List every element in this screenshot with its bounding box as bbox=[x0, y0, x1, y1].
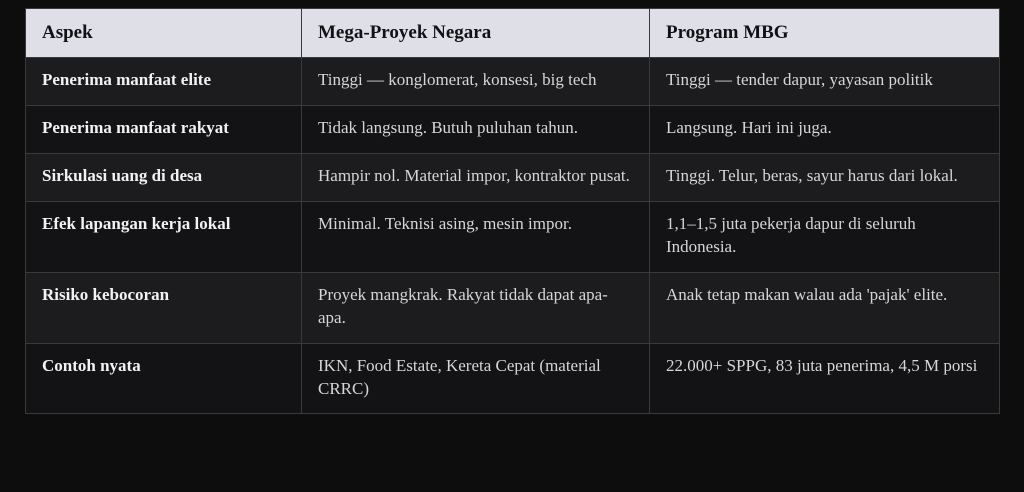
column-header-mega-proyek: Mega-Proyek Negara bbox=[302, 9, 650, 58]
table-row bbox=[26, 58, 1000, 106]
table-row bbox=[26, 105, 1000, 153]
table-body bbox=[26, 58, 1000, 414]
table-header-row bbox=[26, 9, 1000, 58]
row-mega-value: Hampir nol. Material impor, kontraktor pusat. bbox=[302, 153, 650, 201]
row-aspect-label: Risiko kebocoran bbox=[26, 272, 302, 343]
row-aspect-label: Penerima manfaat rakyat bbox=[26, 105, 302, 153]
row-mega-value: Minimal. Teknisi asing, mesin impor. bbox=[302, 201, 650, 272]
row-mega-value: IKN, Food Estate, Kereta Cepat (material CRRC) bbox=[302, 343, 650, 414]
row-mbg-value: 1,1–1,5 juta pekerja dapur di seluruh Indonesia. bbox=[650, 201, 1000, 272]
column-header-aspect: Aspek bbox=[26, 9, 302, 58]
table-row bbox=[26, 201, 1000, 272]
comparison-table bbox=[25, 8, 1000, 414]
row-mbg-value: Anak tetap makan walau ada 'pajak' elite. bbox=[650, 272, 1000, 343]
row-mbg-value: Tinggi — tender dapur, yayasan politik bbox=[650, 58, 1000, 106]
row-aspect-label: Sirkulasi uang di desa bbox=[26, 153, 302, 201]
table-row bbox=[26, 272, 1000, 343]
row-aspect-label: Efek lapangan kerja lokal bbox=[26, 201, 302, 272]
column-header-program-mbg: Program MBG bbox=[650, 9, 1000, 58]
row-mbg-value: Langsung. Hari ini juga. bbox=[650, 105, 1000, 153]
row-mbg-value: Tinggi. Telur, beras, sayur harus dari lokal. bbox=[650, 153, 1000, 201]
row-aspect-label: Contoh nyata bbox=[26, 343, 302, 414]
row-aspect-label: Penerima manfaat elite bbox=[26, 58, 302, 106]
table-header bbox=[26, 9, 1000, 58]
row-mega-value: Proyek mangkrak. Rakyat tidak dapat apa-apa. bbox=[302, 272, 650, 343]
row-mbg-value: 22.000+ SPPG, 83 juta penerima, 4,5 M porsi bbox=[650, 343, 1000, 414]
comparison-table-container bbox=[25, 8, 999, 414]
table-row bbox=[26, 343, 1000, 414]
row-mega-value: Tinggi — konglomerat, konsesi, big tech bbox=[302, 58, 650, 106]
row-mega-value: Tidak langsung. Butuh puluhan tahun. bbox=[302, 105, 650, 153]
table-row bbox=[26, 153, 1000, 201]
